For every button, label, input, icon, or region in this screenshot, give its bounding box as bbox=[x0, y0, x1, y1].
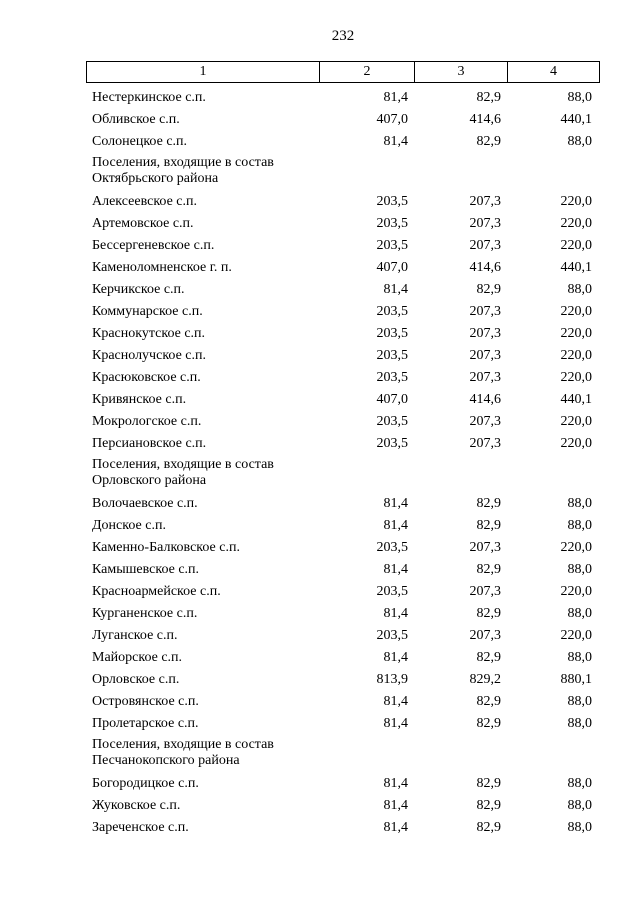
value-col-4: 220,0 bbox=[560, 414, 592, 429]
table-row bbox=[86, 581, 600, 603]
value-col-3: 207,3 bbox=[469, 414, 501, 429]
value-col-4: 220,0 bbox=[560, 326, 592, 341]
section-heading-row bbox=[86, 153, 600, 191]
value-col-2: 81,4 bbox=[383, 694, 408, 709]
settlement-name: Пролетарское с.п. bbox=[92, 716, 199, 731]
value-col-3: 829,2 bbox=[469, 672, 501, 687]
value-col-2: 203,5 bbox=[376, 628, 408, 643]
value-col-4: 88,0 bbox=[567, 496, 592, 511]
value-col-4: 88,0 bbox=[567, 820, 592, 835]
value-col-2: 203,5 bbox=[376, 414, 408, 429]
value-col-3: 82,9 bbox=[476, 518, 501, 533]
value-col-4: 880,1 bbox=[560, 672, 592, 687]
value-col-2: 407,0 bbox=[376, 112, 408, 127]
value-col-3: 82,9 bbox=[476, 820, 501, 835]
value-col-4: 220,0 bbox=[560, 348, 592, 363]
value-col-3: 82,9 bbox=[476, 716, 501, 731]
value-col-4: 440,1 bbox=[560, 260, 592, 275]
table-header bbox=[86, 61, 600, 83]
value-col-3: 82,9 bbox=[476, 134, 501, 149]
value-col-2: 407,0 bbox=[376, 260, 408, 275]
value-col-2: 81,4 bbox=[383, 518, 408, 533]
table-row bbox=[86, 235, 600, 257]
value-col-4: 88,0 bbox=[567, 776, 592, 791]
settlement-name: Богородицкое с.п. bbox=[92, 776, 199, 791]
table-row bbox=[86, 625, 600, 647]
value-col-3: 414,6 bbox=[469, 260, 501, 275]
table-row bbox=[86, 367, 600, 389]
value-col-3: 82,9 bbox=[476, 694, 501, 709]
value-col-4: 220,0 bbox=[560, 304, 592, 319]
table-row bbox=[86, 493, 600, 515]
section-heading-line: Поселения, входящие в состав bbox=[92, 457, 274, 472]
table-row bbox=[86, 433, 600, 455]
settlement-name: Жуковское с.п. bbox=[92, 798, 181, 813]
value-col-2: 81,4 bbox=[383, 496, 408, 511]
column-header-3: 3 bbox=[415, 62, 508, 82]
section-heading bbox=[86, 455, 319, 489]
column-header-4: 4 bbox=[550, 64, 557, 79]
value-col-3: 82,9 bbox=[476, 282, 501, 297]
table-row bbox=[86, 257, 600, 279]
settlement-name: Орловское с.п. bbox=[92, 672, 180, 687]
value-col-3: 82,9 bbox=[476, 776, 501, 791]
value-col-4: 220,0 bbox=[560, 238, 592, 253]
value-col-3: 414,6 bbox=[469, 392, 501, 407]
table-row bbox=[86, 559, 600, 581]
value-col-3: 82,9 bbox=[476, 562, 501, 577]
value-col-2: 81,4 bbox=[383, 798, 408, 813]
value-col-4: 220,0 bbox=[560, 540, 592, 555]
value-col-2: 81,4 bbox=[383, 134, 408, 149]
value-col-2: 81,4 bbox=[383, 90, 408, 105]
value-col-4: 88,0 bbox=[567, 134, 592, 149]
section-heading-line: Поселения, входящие в состав bbox=[92, 737, 274, 752]
table-row bbox=[86, 131, 600, 153]
table-row bbox=[86, 87, 600, 109]
value-col-4: 220,0 bbox=[560, 436, 592, 451]
value-col-3: 82,9 bbox=[476, 90, 501, 105]
value-col-3: 207,3 bbox=[469, 194, 501, 209]
value-col-3: 82,9 bbox=[476, 798, 501, 813]
settlement-name: Островянское с.п. bbox=[92, 694, 199, 709]
section-heading bbox=[86, 735, 319, 769]
value-col-4: 440,1 bbox=[560, 112, 592, 127]
value-col-4: 220,0 bbox=[560, 370, 592, 385]
table-row bbox=[86, 795, 600, 817]
settlement-name: Зареченское с.п. bbox=[92, 820, 189, 835]
value-col-2: 81,4 bbox=[383, 650, 408, 665]
value-col-2: 203,5 bbox=[376, 348, 408, 363]
page-number: 232 bbox=[331, 28, 355, 44]
settlement-name: Каменно-Балковское с.п. bbox=[92, 540, 240, 555]
section-heading-line: Орловского района bbox=[92, 473, 207, 488]
table-row bbox=[86, 323, 600, 345]
value-col-4: 220,0 bbox=[560, 584, 592, 599]
section-heading-line: Октябрьского района bbox=[92, 171, 219, 186]
section-heading bbox=[86, 153, 319, 187]
value-col-2: 203,5 bbox=[376, 304, 408, 319]
table-row bbox=[86, 345, 600, 367]
value-col-3: 207,3 bbox=[469, 584, 501, 599]
table-row bbox=[86, 669, 600, 691]
value-col-2: 81,4 bbox=[383, 776, 408, 791]
settlement-name: Солонецкое с.п. bbox=[92, 134, 188, 149]
value-col-4: 88,0 bbox=[567, 90, 592, 105]
value-col-2: 203,5 bbox=[376, 584, 408, 599]
table-row bbox=[86, 817, 600, 839]
value-col-4: 88,0 bbox=[567, 716, 592, 731]
value-col-4: 88,0 bbox=[567, 518, 592, 533]
settlement-name: Артемовское с.п. bbox=[92, 216, 194, 231]
column-header-2: 2 bbox=[320, 62, 415, 82]
value-col-4: 220,0 bbox=[560, 628, 592, 643]
table-row bbox=[86, 515, 600, 537]
value-col-4: 440,1 bbox=[560, 392, 592, 407]
table-body bbox=[86, 87, 600, 839]
table-row bbox=[86, 773, 600, 795]
value-col-2: 203,5 bbox=[376, 326, 408, 341]
value-col-3: 207,3 bbox=[469, 540, 501, 555]
value-col-4: 220,0 bbox=[560, 216, 592, 231]
settlement-name: Донское с.п. bbox=[92, 518, 166, 533]
table-row bbox=[86, 191, 600, 213]
value-col-2: 203,5 bbox=[376, 194, 408, 209]
settlement-name: Волочаевское с.п. bbox=[92, 496, 198, 511]
value-col-3: 207,3 bbox=[469, 238, 501, 253]
value-col-2: 81,4 bbox=[383, 282, 408, 297]
value-col-3: 414,6 bbox=[469, 112, 501, 127]
value-col-2: 813,9 bbox=[376, 672, 408, 687]
table-row bbox=[86, 691, 600, 713]
value-col-2: 203,5 bbox=[376, 216, 408, 231]
value-col-3: 207,3 bbox=[469, 436, 501, 451]
column-header-1: 1 bbox=[87, 62, 320, 82]
value-col-4: 88,0 bbox=[567, 650, 592, 665]
value-col-4: 88,0 bbox=[567, 606, 592, 621]
value-col-2: 81,4 bbox=[383, 820, 408, 835]
value-col-4: 88,0 bbox=[567, 282, 592, 297]
table-row bbox=[86, 411, 600, 433]
value-col-3: 82,9 bbox=[476, 606, 501, 621]
table-row bbox=[86, 213, 600, 235]
table-row bbox=[86, 713, 600, 735]
settlement-name: Кривянское с.п. bbox=[92, 392, 187, 407]
value-col-3: 207,3 bbox=[469, 628, 501, 643]
value-col-2: 81,4 bbox=[383, 716, 408, 731]
settlement-name: Обливское с.п. bbox=[92, 112, 180, 127]
value-col-3: 82,9 bbox=[476, 496, 501, 511]
settlement-name: Нестеркинское с.п. bbox=[92, 90, 206, 105]
settlement-name: Каменоломненское г. п. bbox=[92, 260, 232, 275]
settlement-name: Красноармейское с.п. bbox=[92, 584, 221, 599]
section-heading-row bbox=[86, 735, 600, 773]
settlement-name: Красюковское с.п. bbox=[92, 370, 201, 385]
value-col-2: 81,4 bbox=[383, 562, 408, 577]
table-row bbox=[86, 279, 600, 301]
table-row bbox=[86, 603, 600, 625]
settlement-name: Курганенское с.п. bbox=[92, 606, 198, 621]
value-col-2: 203,5 bbox=[376, 370, 408, 385]
value-col-4: 88,0 bbox=[567, 798, 592, 813]
table-row bbox=[86, 301, 600, 323]
value-col-3: 82,9 bbox=[476, 650, 501, 665]
value-col-3: 207,3 bbox=[469, 326, 501, 341]
table-row bbox=[86, 647, 600, 669]
settlement-name: Бессергеневское с.п. bbox=[92, 238, 215, 253]
table-row bbox=[86, 109, 600, 131]
settlement-name: Краснолучское с.п. bbox=[92, 348, 206, 363]
value-col-2: 203,5 bbox=[376, 540, 408, 555]
value-col-4: 88,0 bbox=[567, 562, 592, 577]
value-col-2: 203,5 bbox=[376, 238, 408, 253]
table-row bbox=[86, 537, 600, 559]
settlement-name: Краснокутское с.п. bbox=[92, 326, 206, 341]
settlement-name: Коммунарское с.п. bbox=[92, 304, 203, 319]
settlement-name: Камышевское с.п. bbox=[92, 562, 200, 577]
value-col-4: 220,0 bbox=[560, 194, 592, 209]
value-col-2: 81,4 bbox=[383, 606, 408, 621]
value-col-2: 407,0 bbox=[376, 392, 408, 407]
value-col-4: 88,0 bbox=[567, 694, 592, 709]
settlement-name: Персиановское с.п. bbox=[92, 436, 207, 451]
settlement-name: Луганское с.п. bbox=[92, 628, 178, 643]
value-col-3: 207,3 bbox=[469, 370, 501, 385]
section-heading-row bbox=[86, 455, 600, 493]
section-heading-line: Поселения, входящие в состав bbox=[92, 155, 274, 170]
settlement-name: Алексеевское с.п. bbox=[92, 194, 197, 209]
value-col-3: 207,3 bbox=[469, 304, 501, 319]
settlement-name: Мокрологское с.п. bbox=[92, 414, 202, 429]
value-col-3: 207,3 bbox=[469, 348, 501, 363]
table-row bbox=[86, 389, 600, 411]
value-col-3: 207,3 bbox=[469, 216, 501, 231]
section-heading-line: Песчанокопского района bbox=[92, 753, 240, 768]
settlement-name: Майорское с.п. bbox=[92, 650, 183, 665]
settlement-name: Керчикское с.п. bbox=[92, 282, 185, 297]
value-col-2: 203,5 bbox=[376, 436, 408, 451]
